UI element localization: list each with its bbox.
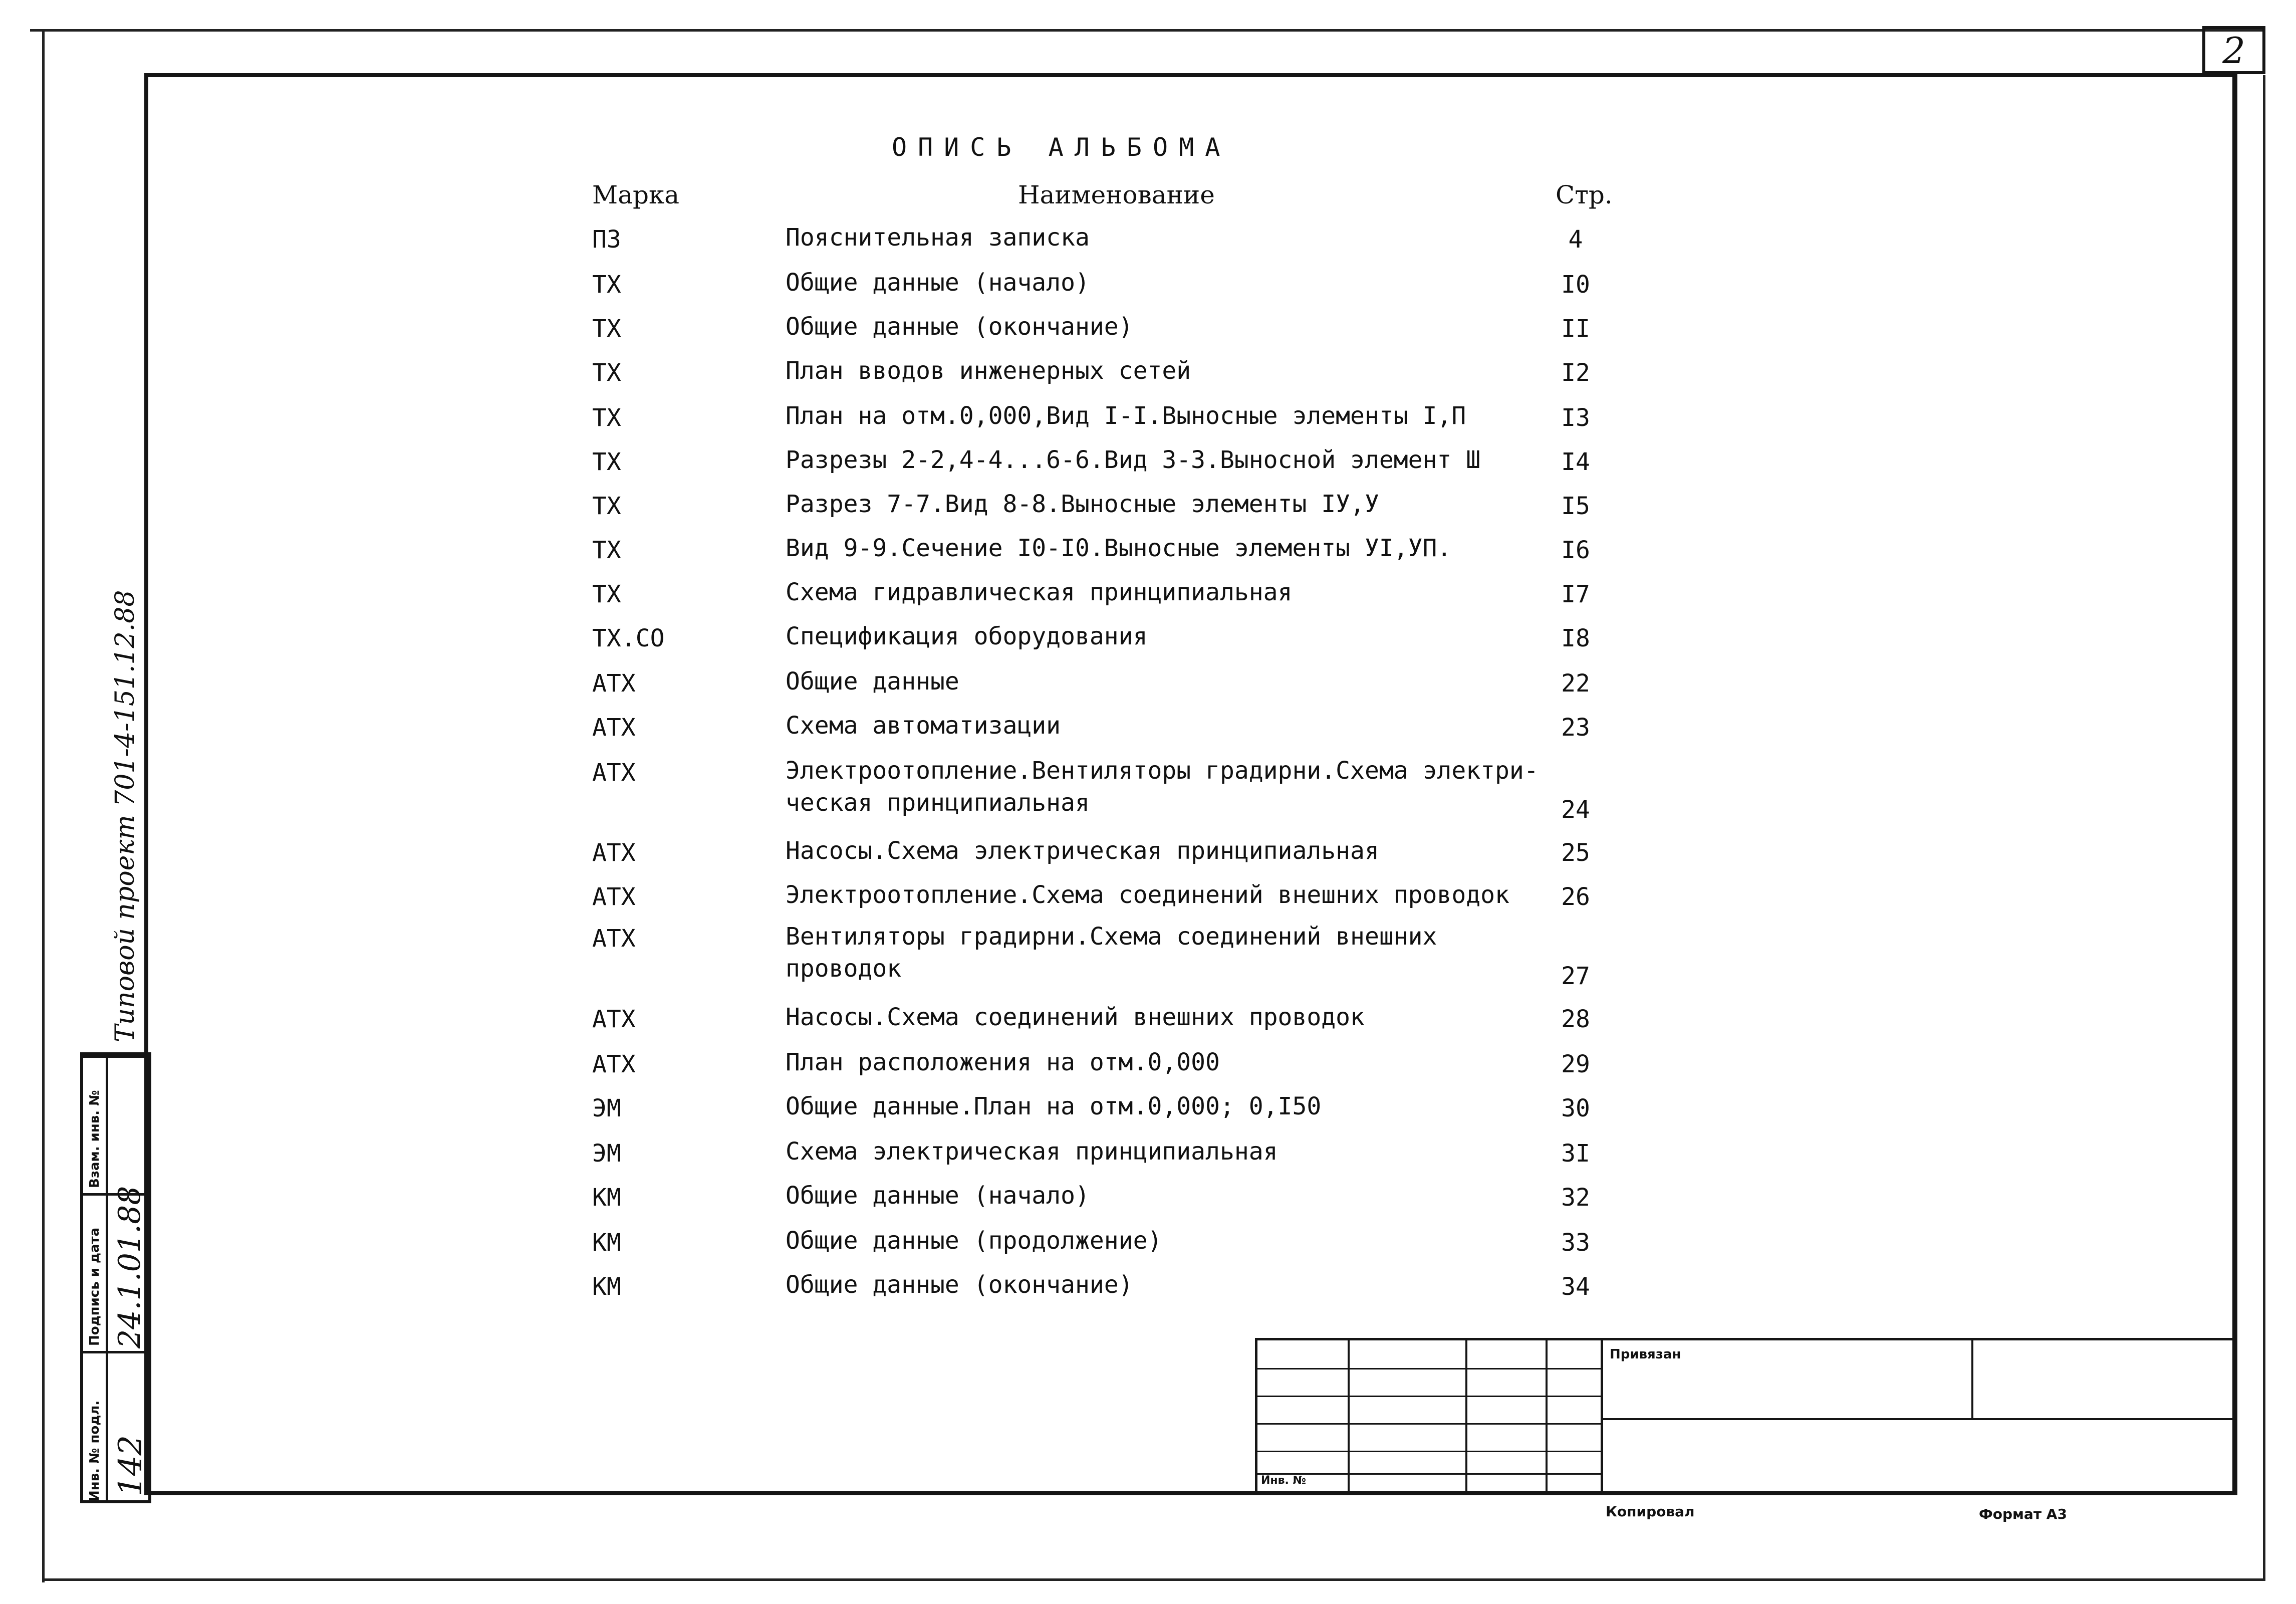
row-name-line: План вводов инженерных сетей <box>786 357 1191 385</box>
row-page: 4 <box>1568 225 1583 254</box>
row-name <box>786 1090 1321 1122</box>
outer-border-right <box>2263 75 2265 1581</box>
row-name <box>786 835 1379 867</box>
row-mark: ТХ.СО <box>592 624 665 652</box>
row-mark: ТХ <box>592 359 621 387</box>
inv-no-label: Инв. № <box>1261 1474 1307 1487</box>
row-name-line: Общие данные (начало) <box>786 269 1090 297</box>
row-name <box>786 921 1437 985</box>
sheet-number: 2 <box>2202 26 2265 74</box>
row-name-line: Вентиляторы градирни.Схема соединений внешних <box>786 923 1437 951</box>
side-stamp-divider <box>83 1055 148 1058</box>
row-name-line: Разрезы 2-2,4-4...6-6.Вид 3-3.Выносной элемент Ш <box>786 446 1481 474</box>
inv-podl-value: 142 <box>112 1435 149 1496</box>
row-mark: ЭМ <box>592 1139 621 1168</box>
row-name-line: Разрез 7-7.Вид 8-8.Выносные элементы IУ,У <box>786 490 1379 518</box>
row-name-line: Общие данные (окончание) <box>786 313 1133 341</box>
row-page: 28 <box>1561 1005 1590 1033</box>
row-name <box>786 755 1539 819</box>
row-name-line: Общие данные (начало) <box>786 1182 1090 1210</box>
row-mark: ТХ <box>592 536 621 564</box>
copied-label: Копировал <box>1606 1503 1695 1520</box>
row-page: 29 <box>1561 1050 1590 1078</box>
row-name <box>786 267 1090 299</box>
signature-date-value: 24.1.01.88 <box>112 1186 147 1348</box>
row-name <box>786 1269 1133 1301</box>
row-name-line: проводок <box>786 955 902 983</box>
row-mark: АТХ <box>592 714 636 742</box>
row-name <box>786 710 1061 742</box>
row-name-line: Насосы.Схема соединений внешних проводок <box>786 1003 1365 1031</box>
row-name <box>786 532 1451 564</box>
row-name-line: Схема электрическая принципиальная <box>786 1137 1278 1166</box>
row-name <box>786 665 959 698</box>
row-page: 22 <box>1561 669 1590 698</box>
row-name <box>786 1180 1090 1212</box>
row-name-line: План расположения на отм.0,000 <box>786 1048 1220 1076</box>
row-name-line: Общие данные (окончание) <box>786 1271 1133 1299</box>
format-label: Формат А3 <box>1979 1506 2067 1522</box>
row-page: 24 <box>1561 796 1590 824</box>
row-page: 25 <box>1561 839 1590 867</box>
row-mark: АТХ <box>592 759 636 787</box>
outer-border-left <box>42 29 45 1582</box>
outer-border-bottom <box>42 1578 2265 1581</box>
row-mark: ТХ <box>592 404 621 432</box>
row-page: I0 <box>1561 271 1590 299</box>
row-mark: КМ <box>592 1184 621 1212</box>
row-mark: ЭМ <box>592 1094 621 1122</box>
row-mark: АТХ <box>592 839 636 867</box>
row-name <box>786 221 1090 254</box>
row-page: 32 <box>1561 1184 1590 1212</box>
project-note: Типовой проект 701-4-151.12.88 <box>110 590 140 1042</box>
header-mark: Марка <box>592 180 680 209</box>
row-name <box>786 1225 1162 1257</box>
row-mark: АТХ <box>592 883 636 911</box>
signature-date-label: Подпись и дата <box>87 1227 102 1346</box>
row-mark: ТХ <box>592 448 621 476</box>
row-page: 34 <box>1561 1273 1590 1301</box>
vzam-inv-label: Взам. инв. № <box>87 1090 102 1188</box>
row-name-line: Вид 9-9.Сечение I0-I0.Выносные элементы УI,УП. <box>786 534 1452 562</box>
row-name-line: Общие данные (продолжение) <box>786 1227 1162 1255</box>
row-page: 30 <box>1561 1094 1590 1122</box>
row-page: I5 <box>1561 492 1590 520</box>
row-name <box>786 576 1292 608</box>
side-stamp-divider <box>83 1351 148 1353</box>
row-name-line: Электроотопление.Вентиляторы градирни.Схема электри- <box>786 757 1539 785</box>
row-name <box>786 879 1509 911</box>
row-name <box>786 400 1466 432</box>
row-page: 26 <box>1561 883 1590 911</box>
side-stamp <box>80 1052 151 1503</box>
row-mark: АТХ <box>592 1050 636 1078</box>
row-page: II <box>1561 315 1590 343</box>
row-mark: ТХ <box>592 492 621 520</box>
header-name: Наименование <box>1018 180 1215 209</box>
row-page: I4 <box>1561 448 1590 476</box>
row-name-line: Схема автоматизации <box>786 712 1061 740</box>
row-mark: КМ <box>592 1229 621 1257</box>
row-name-line: Схема гидравлическая принципиальная <box>786 578 1293 606</box>
row-name <box>786 1046 1220 1078</box>
row-name-line: Электроотопление.Схема соединений внешних проводок <box>786 881 1509 909</box>
row-page: 33 <box>1561 1229 1590 1257</box>
row-page: I8 <box>1561 624 1590 652</box>
row-name-line: Пояснительная записка <box>786 223 1090 252</box>
outer-border-top <box>30 29 2264 32</box>
row-mark: ТХ <box>592 315 621 343</box>
inv-podl-label: Инв. № подл. <box>87 1400 102 1501</box>
row-mark: АТХ <box>592 669 636 698</box>
row-mark: ТХ <box>592 580 621 608</box>
row-name-line: ческая принципиальная <box>786 789 1090 817</box>
row-name-line: План на отм.0,000,Вид I-I.Выносные элементы I,П <box>786 402 1466 430</box>
row-page: I7 <box>1561 580 1590 608</box>
row-name-line: Общие данные <box>786 667 959 696</box>
row-page: I6 <box>1561 536 1590 564</box>
row-mark: ПЗ <box>592 225 621 254</box>
row-name <box>786 311 1133 343</box>
title-block <box>1255 1338 2237 1495</box>
row-mark: АТХ <box>592 925 636 953</box>
row-name-line: Спецификация оборудования <box>786 622 1148 650</box>
row-name <box>786 444 1480 476</box>
row-name <box>786 1135 1278 1168</box>
row-page: 27 <box>1561 962 1590 990</box>
row-name-line: Насосы.Схема электрическая принципиальная <box>786 837 1379 865</box>
row-page: I3 <box>1561 404 1590 432</box>
privyazan-label: Привязан <box>1610 1347 1681 1362</box>
header-page: Стр. <box>1556 180 1613 209</box>
row-page: I2 <box>1561 359 1590 387</box>
row-page: 3I <box>1561 1139 1590 1168</box>
row-name <box>786 1001 1365 1033</box>
row-mark: ТХ <box>592 271 621 299</box>
row-name <box>786 488 1379 520</box>
document-title: ОПИСЬ АЛЬБОМА <box>892 133 1231 162</box>
row-mark: АТХ <box>592 1005 636 1033</box>
row-page: 23 <box>1561 714 1590 742</box>
row-name-line: Общие данные.План на отм.0,000; 0,I50 <box>786 1092 1322 1120</box>
row-name <box>786 620 1147 652</box>
row-name <box>786 355 1191 387</box>
row-mark: КМ <box>592 1273 621 1301</box>
